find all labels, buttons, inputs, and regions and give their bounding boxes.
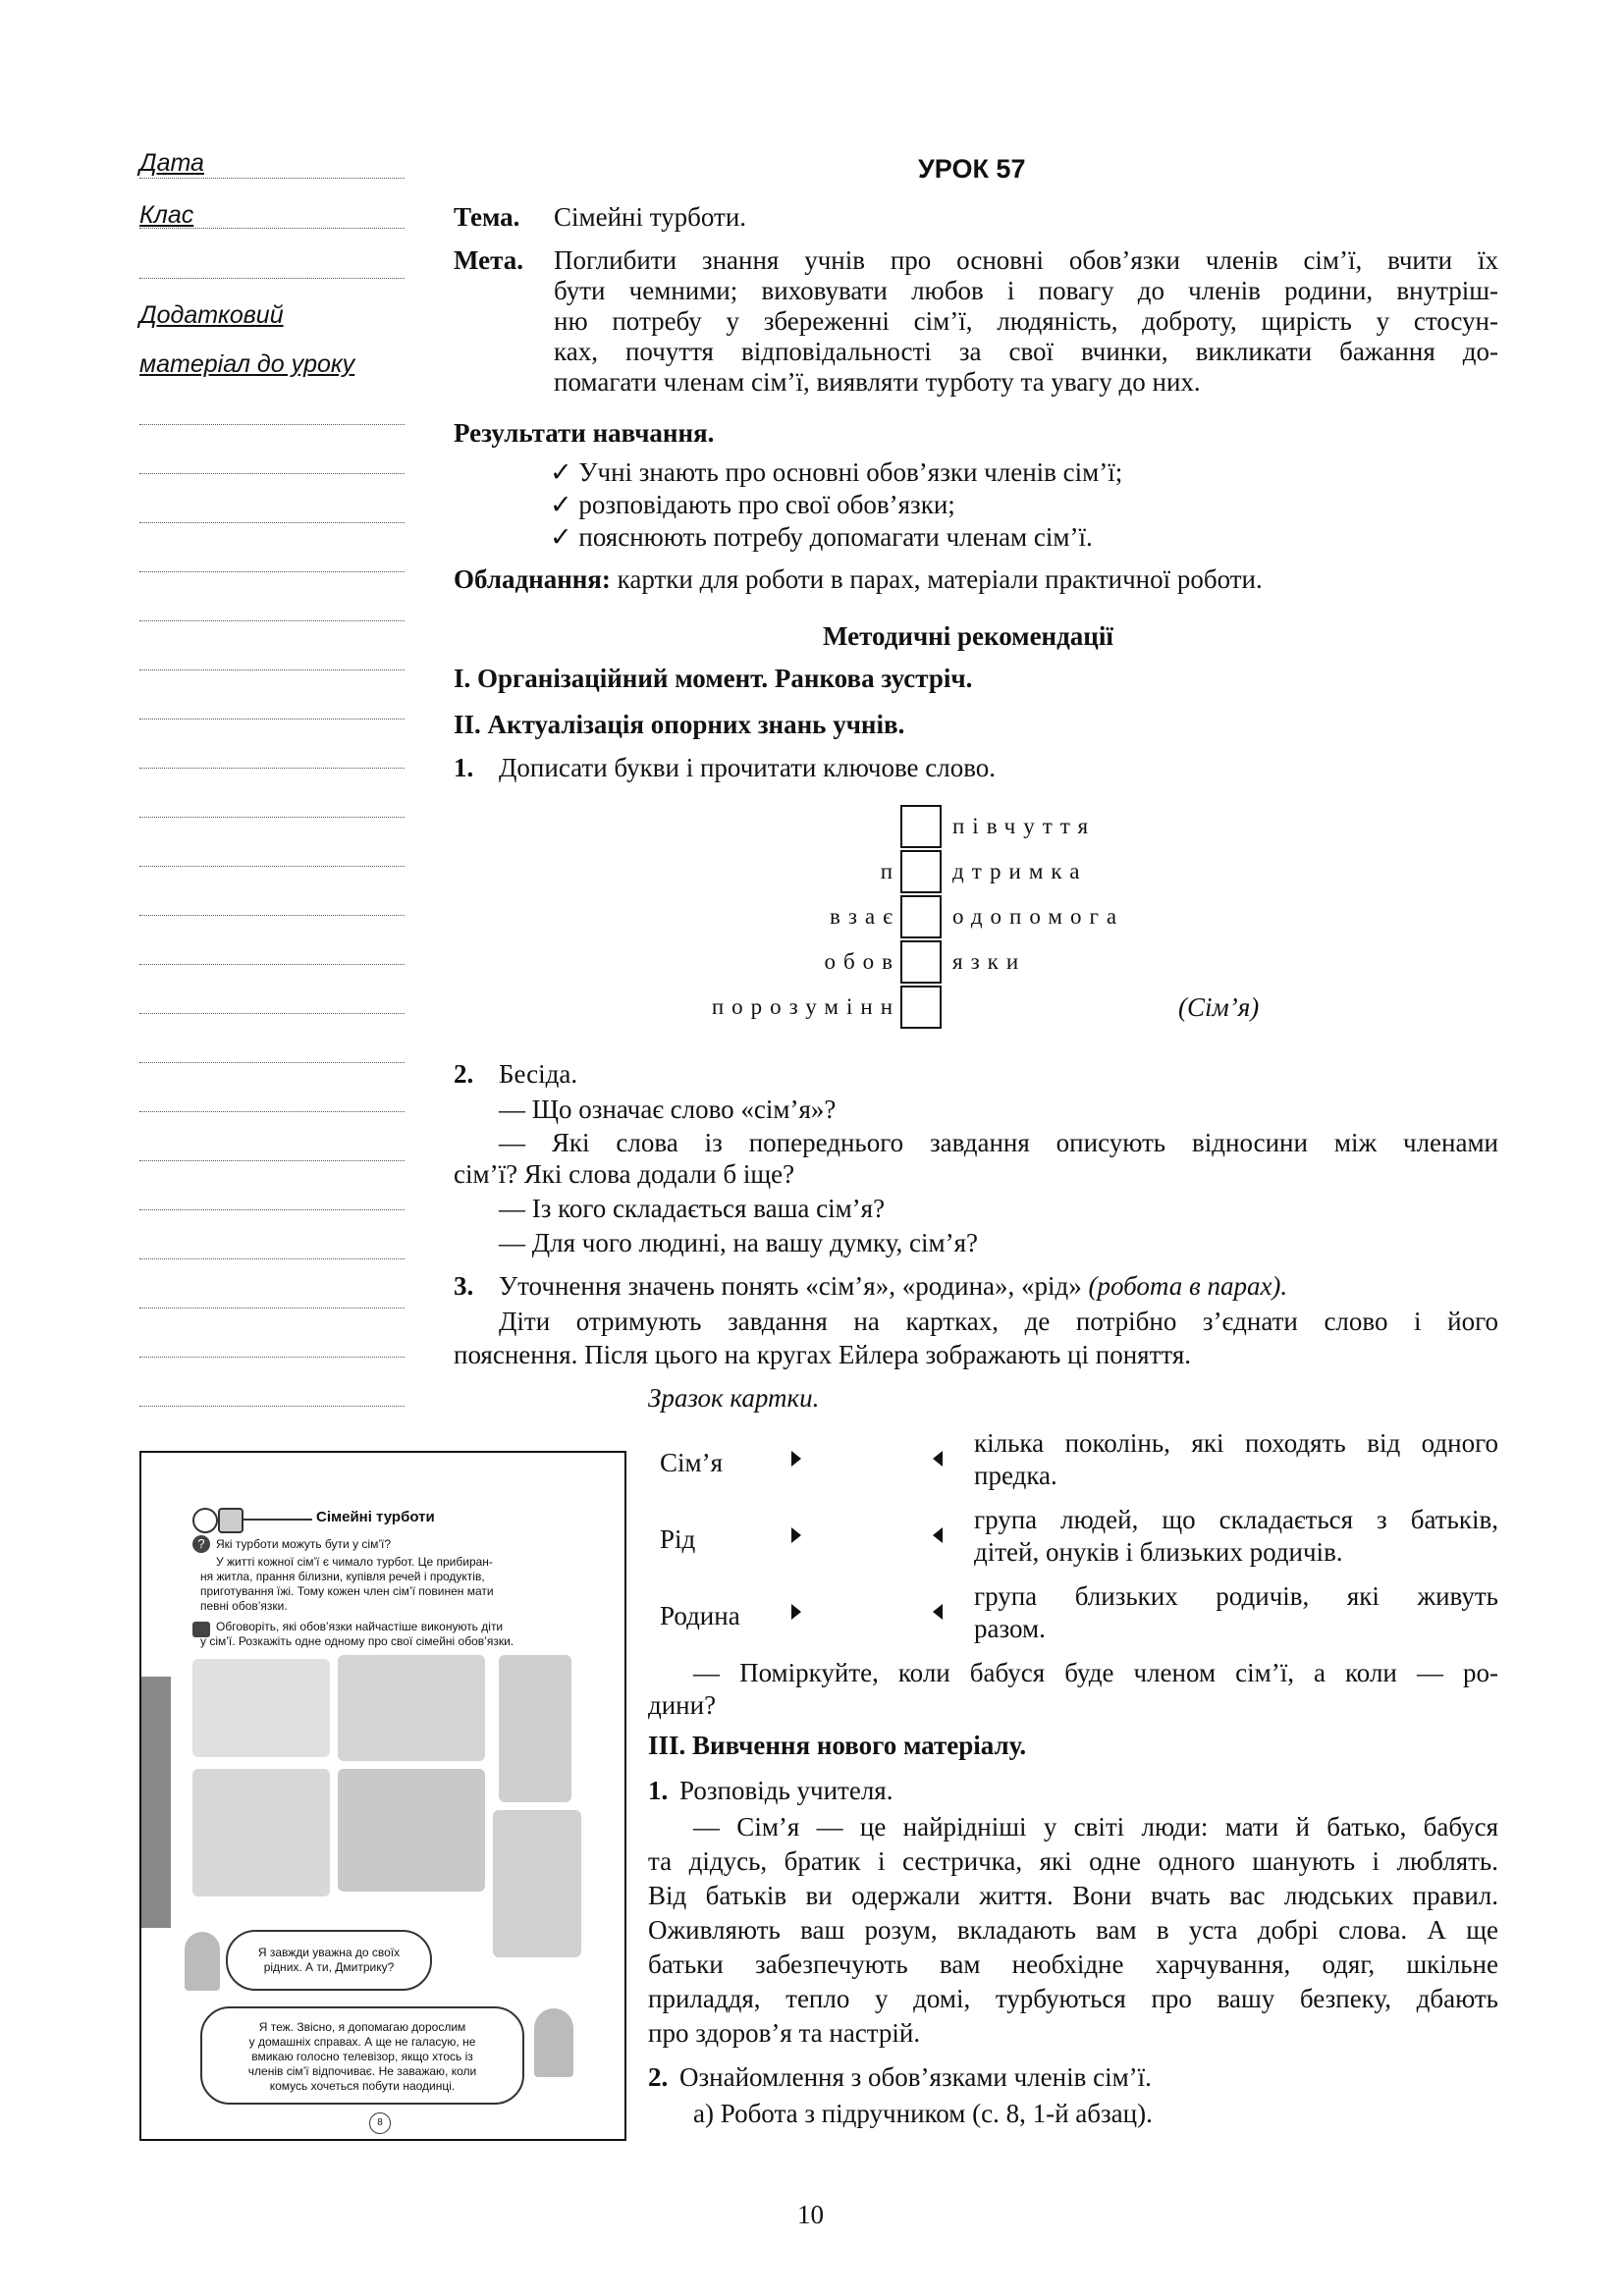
equipment bbox=[454, 563, 1263, 596]
margin-note-line bbox=[139, 1111, 405, 1112]
card-definition: разом. bbox=[974, 1614, 1046, 1643]
story-number: 1. bbox=[648, 1776, 669, 1805]
crossword-left: взає bbox=[829, 904, 900, 929]
arrow-right-icon bbox=[791, 1604, 801, 1620]
textbook-text: приготування їжі. Тому кожен член сім’ї повинен мати bbox=[200, 1584, 494, 1598]
illustration-watering-plant bbox=[493, 1810, 581, 1957]
bubble-text: рідних. А ти, Дмитрику? bbox=[263, 1960, 395, 1974]
margin-note-line bbox=[139, 817, 405, 818]
section-1-heading: I. Організаційний момент. Ранкова зустріч. bbox=[454, 664, 973, 693]
bubble-text: членів сім’ї відпочиває. Не заважаю, коли bbox=[247, 2064, 477, 2078]
crossword-left: порозумінн bbox=[711, 994, 900, 1019]
card-word: Рід bbox=[660, 1524, 696, 1554]
textbook-question: Які турботи можуть бути у сім’ї? bbox=[216, 1537, 392, 1551]
story-line: батьки забезпечують вам необхідне харчування, одяг, шкільне bbox=[648, 1949, 1498, 1979]
margin-note-line bbox=[139, 571, 405, 572]
crossword-right: півчуття bbox=[952, 814, 1097, 838]
goal-line: бути чемними; виховувати любов і повагу до членів родини, внутріш- bbox=[554, 276, 1498, 305]
margin-note-line bbox=[139, 522, 405, 523]
bubble-text: вмикаю голосно телевізор, якщо хтось із bbox=[251, 2050, 473, 2063]
arrow-right-icon bbox=[791, 1527, 801, 1543]
extra-material-label-1: Додатковий bbox=[139, 301, 284, 329]
goal-label: Мета. bbox=[454, 245, 523, 275]
story-line: Оживляють ваш розум, вкладають вам в уста добрі слова. А ще bbox=[648, 1915, 1498, 1945]
method-heading: Методичні рекомендації bbox=[823, 621, 1113, 651]
question: сім’ї? Які слова додали б іще? bbox=[454, 1159, 795, 1189]
crossword-right: язки bbox=[952, 949, 1027, 974]
card-definition: група людей, що складається з батьків, bbox=[974, 1505, 1498, 1534]
topic-label: Тема. bbox=[454, 202, 520, 232]
task-2-text: Бесіда. bbox=[499, 1059, 578, 1089]
margin-note-line bbox=[139, 473, 405, 474]
bubble-text: Я завжди уважна до своїх bbox=[257, 1946, 401, 1959]
crossword-cell bbox=[900, 940, 942, 984]
crossword-right: одопомога bbox=[952, 904, 1125, 929]
extra-material-label-2: матеріал до уроку bbox=[139, 350, 355, 378]
emblem-icon bbox=[218, 1508, 244, 1533]
story-line: та дідусь, братик і сестричка, які одне одного шанують і люблять. bbox=[648, 1846, 1498, 1876]
textbook-title: Сімейні турботи bbox=[316, 1509, 435, 1525]
goal-line: помагати членам сім’ї, виявляти турботу та увагу до них. bbox=[554, 367, 1201, 397]
margin-note-line bbox=[139, 964, 405, 965]
arrow-left-icon bbox=[933, 1604, 943, 1620]
margin-note-line bbox=[139, 915, 405, 916]
bubble-text: комусь хочеться побути наодинці. bbox=[269, 2079, 456, 2093]
task-3 bbox=[499, 1270, 1287, 1303]
card-word: Сім’я bbox=[660, 1448, 724, 1477]
date-label: Дата bbox=[139, 149, 204, 177]
question: — Для чого людині, на вашу думку, сім’я? bbox=[499, 1228, 979, 1257]
bubble-text: у домашніх справах. А ще не галасую, не bbox=[248, 2035, 476, 2049]
question: — Із кого складається ваша сім’я? bbox=[499, 1194, 886, 1223]
class-label: Клас bbox=[139, 201, 194, 229]
textbook-text: У житті кожної сім’ї є чимало турбот. Це прибиран- bbox=[216, 1555, 493, 1569]
margin-note-line bbox=[139, 768, 405, 769]
result-item: ✓ пояснюють потребу допомагати членам сім’ї. bbox=[550, 522, 1093, 552]
arrow-right-icon bbox=[791, 1451, 801, 1467]
task-3-text: Уточнення значень понять «сім’я», «родина», «рід» bbox=[499, 1271, 1082, 1301]
bubble-text: Я теж. Звісно, я допомагаю дорослим bbox=[258, 2020, 466, 2034]
crossword-left: обов bbox=[824, 949, 900, 974]
textbook-page-image bbox=[139, 1451, 626, 2141]
card-definition: група близьких родичів, які живуть bbox=[974, 1581, 1498, 1611]
task-3-paragraph: Діти отримують завдання на картках, де потрібно з’єднати слово і його bbox=[499, 1307, 1498, 1336]
illustration-cooking bbox=[192, 1769, 330, 1896]
crossword-left: п bbox=[880, 859, 900, 883]
task-3-paragraph: пояснення. Після цього на кругах Ейлера зображають ці поняття. bbox=[454, 1340, 1191, 1369]
lesson-title: УРОК 57 bbox=[918, 154, 1026, 184]
equipment-label: Обладнання: bbox=[454, 564, 611, 594]
crossword-cell bbox=[900, 986, 942, 1029]
illustration-feeding-dog bbox=[338, 1769, 485, 1892]
intro-title: Ознайомлення з обов’язками членів сім’ї. bbox=[679, 2062, 1152, 2092]
card-definition: дітей, онуків і близьких родичів. bbox=[974, 1537, 1343, 1567]
card-definition: предка. bbox=[974, 1461, 1057, 1490]
goal-line: ню потребу у збереженні сім’ї, людяність, доброту, щирість у стосун- bbox=[554, 306, 1498, 336]
smile-icon bbox=[192, 1508, 218, 1533]
margin-note-line bbox=[139, 1406, 405, 1407]
task-1-text: Дописати букви і прочитати ключове слово. bbox=[499, 753, 997, 782]
topic-text: Сімейні турботи. bbox=[554, 202, 747, 232]
card-definition: кілька поколінь, які походять від одного bbox=[974, 1428, 1498, 1458]
illustration-children-playing bbox=[192, 1659, 330, 1757]
illustration-sweeping bbox=[499, 1655, 571, 1802]
task-2-number: 2. bbox=[454, 1059, 474, 1089]
think-question: дини? bbox=[648, 1690, 717, 1720]
margin-note-line bbox=[139, 620, 405, 621]
margin-line bbox=[139, 278, 405, 279]
speech-bubble-girl bbox=[226, 1930, 432, 1991]
think-question: — Поміркуйте, коли бабуся буде членом сім’ї, а коли — ро- bbox=[693, 1658, 1498, 1687]
result-item: ✓ розповідають про свої обов’язки; bbox=[550, 490, 955, 519]
task-1-number: 1. bbox=[454, 753, 474, 782]
margin-note-line bbox=[139, 424, 405, 425]
task-3-number: 3. bbox=[454, 1271, 474, 1301]
margin-note-line bbox=[139, 1160, 405, 1161]
crossword-cell bbox=[900, 895, 942, 938]
intro-number: 2. bbox=[648, 2062, 669, 2092]
date-line bbox=[139, 178, 405, 179]
textbook-task: у сім’ї. Розкажіть одне одному про свої сімейні обов’язки. bbox=[200, 1634, 514, 1648]
girl-avatar bbox=[185, 1932, 220, 1991]
section-3-heading: III. Вивчення нового матеріалу. bbox=[648, 1731, 1027, 1760]
story-line: приладдя, тепло у домі, турбуються про вашу безпеку, дбають bbox=[648, 1984, 1498, 2013]
crossword-cell bbox=[900, 850, 942, 893]
story-line: Від батьків ви одержали життя. Вони вчать вас людських правил. bbox=[648, 1881, 1498, 1910]
arrow-left-icon bbox=[933, 1527, 943, 1543]
crossword-right: дтримка bbox=[952, 859, 1088, 883]
class-line bbox=[139, 228, 405, 229]
speech-bubble-boy bbox=[200, 2006, 524, 2105]
card-caption: Зразок картки. bbox=[648, 1383, 820, 1413]
goal-line: ках, почуття відповідальності за свої вчинки, викликати бажання до- bbox=[554, 337, 1498, 366]
story-title: Розповідь учителя. bbox=[679, 1776, 893, 1805]
side-tab bbox=[141, 1677, 171, 1928]
textbook-page-number: 8 bbox=[369, 2112, 391, 2134]
results-label: Результати навчання. bbox=[454, 418, 715, 448]
arrow-left-icon bbox=[933, 1451, 943, 1467]
crossword-answer: (Сім’я) bbox=[1178, 992, 1260, 1022]
margin-note-line bbox=[139, 669, 405, 670]
margin-note-line bbox=[139, 1013, 405, 1014]
story-line: — Сім’я — це найрідніші у світі люди: мати й батько, бабуся bbox=[693, 1812, 1498, 1842]
textbook-text: ня житла, прання білизни, купівля речей і продуктів, bbox=[200, 1570, 485, 1583]
margin-note-line bbox=[139, 1357, 405, 1358]
textbook-task: Обговоріть, які обов’язки найчастіше виконують діти bbox=[216, 1620, 504, 1633]
intro-item-a: а) Робота з підручником (с. 8, 1-й абзац). bbox=[693, 2099, 1153, 2128]
equipment-text: картки для роботи в парах, матеріали практичної роботи. bbox=[617, 564, 1263, 594]
question: — Що означає слово «сім’я»? bbox=[499, 1095, 837, 1124]
margin-note-line bbox=[139, 719, 405, 720]
section-2-heading: II. Актуалізація опорних знань учнів. bbox=[454, 710, 905, 739]
result-item: ✓ Учні знають про основні обов’язки членів сім’ї; bbox=[550, 457, 1123, 487]
textbook-text: певні обов’язки. bbox=[200, 1599, 288, 1613]
illustration-washing-dishes bbox=[338, 1655, 485, 1761]
question: — Які слова із попереднього завдання описують відносини між членами bbox=[499, 1128, 1498, 1157]
goal-line: Поглибити знання учнів про основні обов’язки членів сім’ї, вчити їх bbox=[554, 245, 1498, 275]
crossword-cell bbox=[900, 805, 942, 848]
task-3-italic: (робота в парах). bbox=[1088, 1271, 1288, 1301]
story-line: про здоров’я та настрій. bbox=[648, 2018, 921, 2048]
margin-note-line bbox=[139, 1209, 405, 1210]
margin-note-line bbox=[139, 866, 405, 867]
boy-avatar bbox=[534, 2008, 573, 2077]
question-icon: ? bbox=[192, 1535, 210, 1553]
margin-note-line bbox=[139, 1258, 405, 1259]
card-word: Родина bbox=[660, 1601, 740, 1630]
margin-note-line bbox=[139, 1062, 405, 1063]
title-rule bbox=[244, 1519, 312, 1521]
page-number: 10 bbox=[797, 2200, 824, 2229]
